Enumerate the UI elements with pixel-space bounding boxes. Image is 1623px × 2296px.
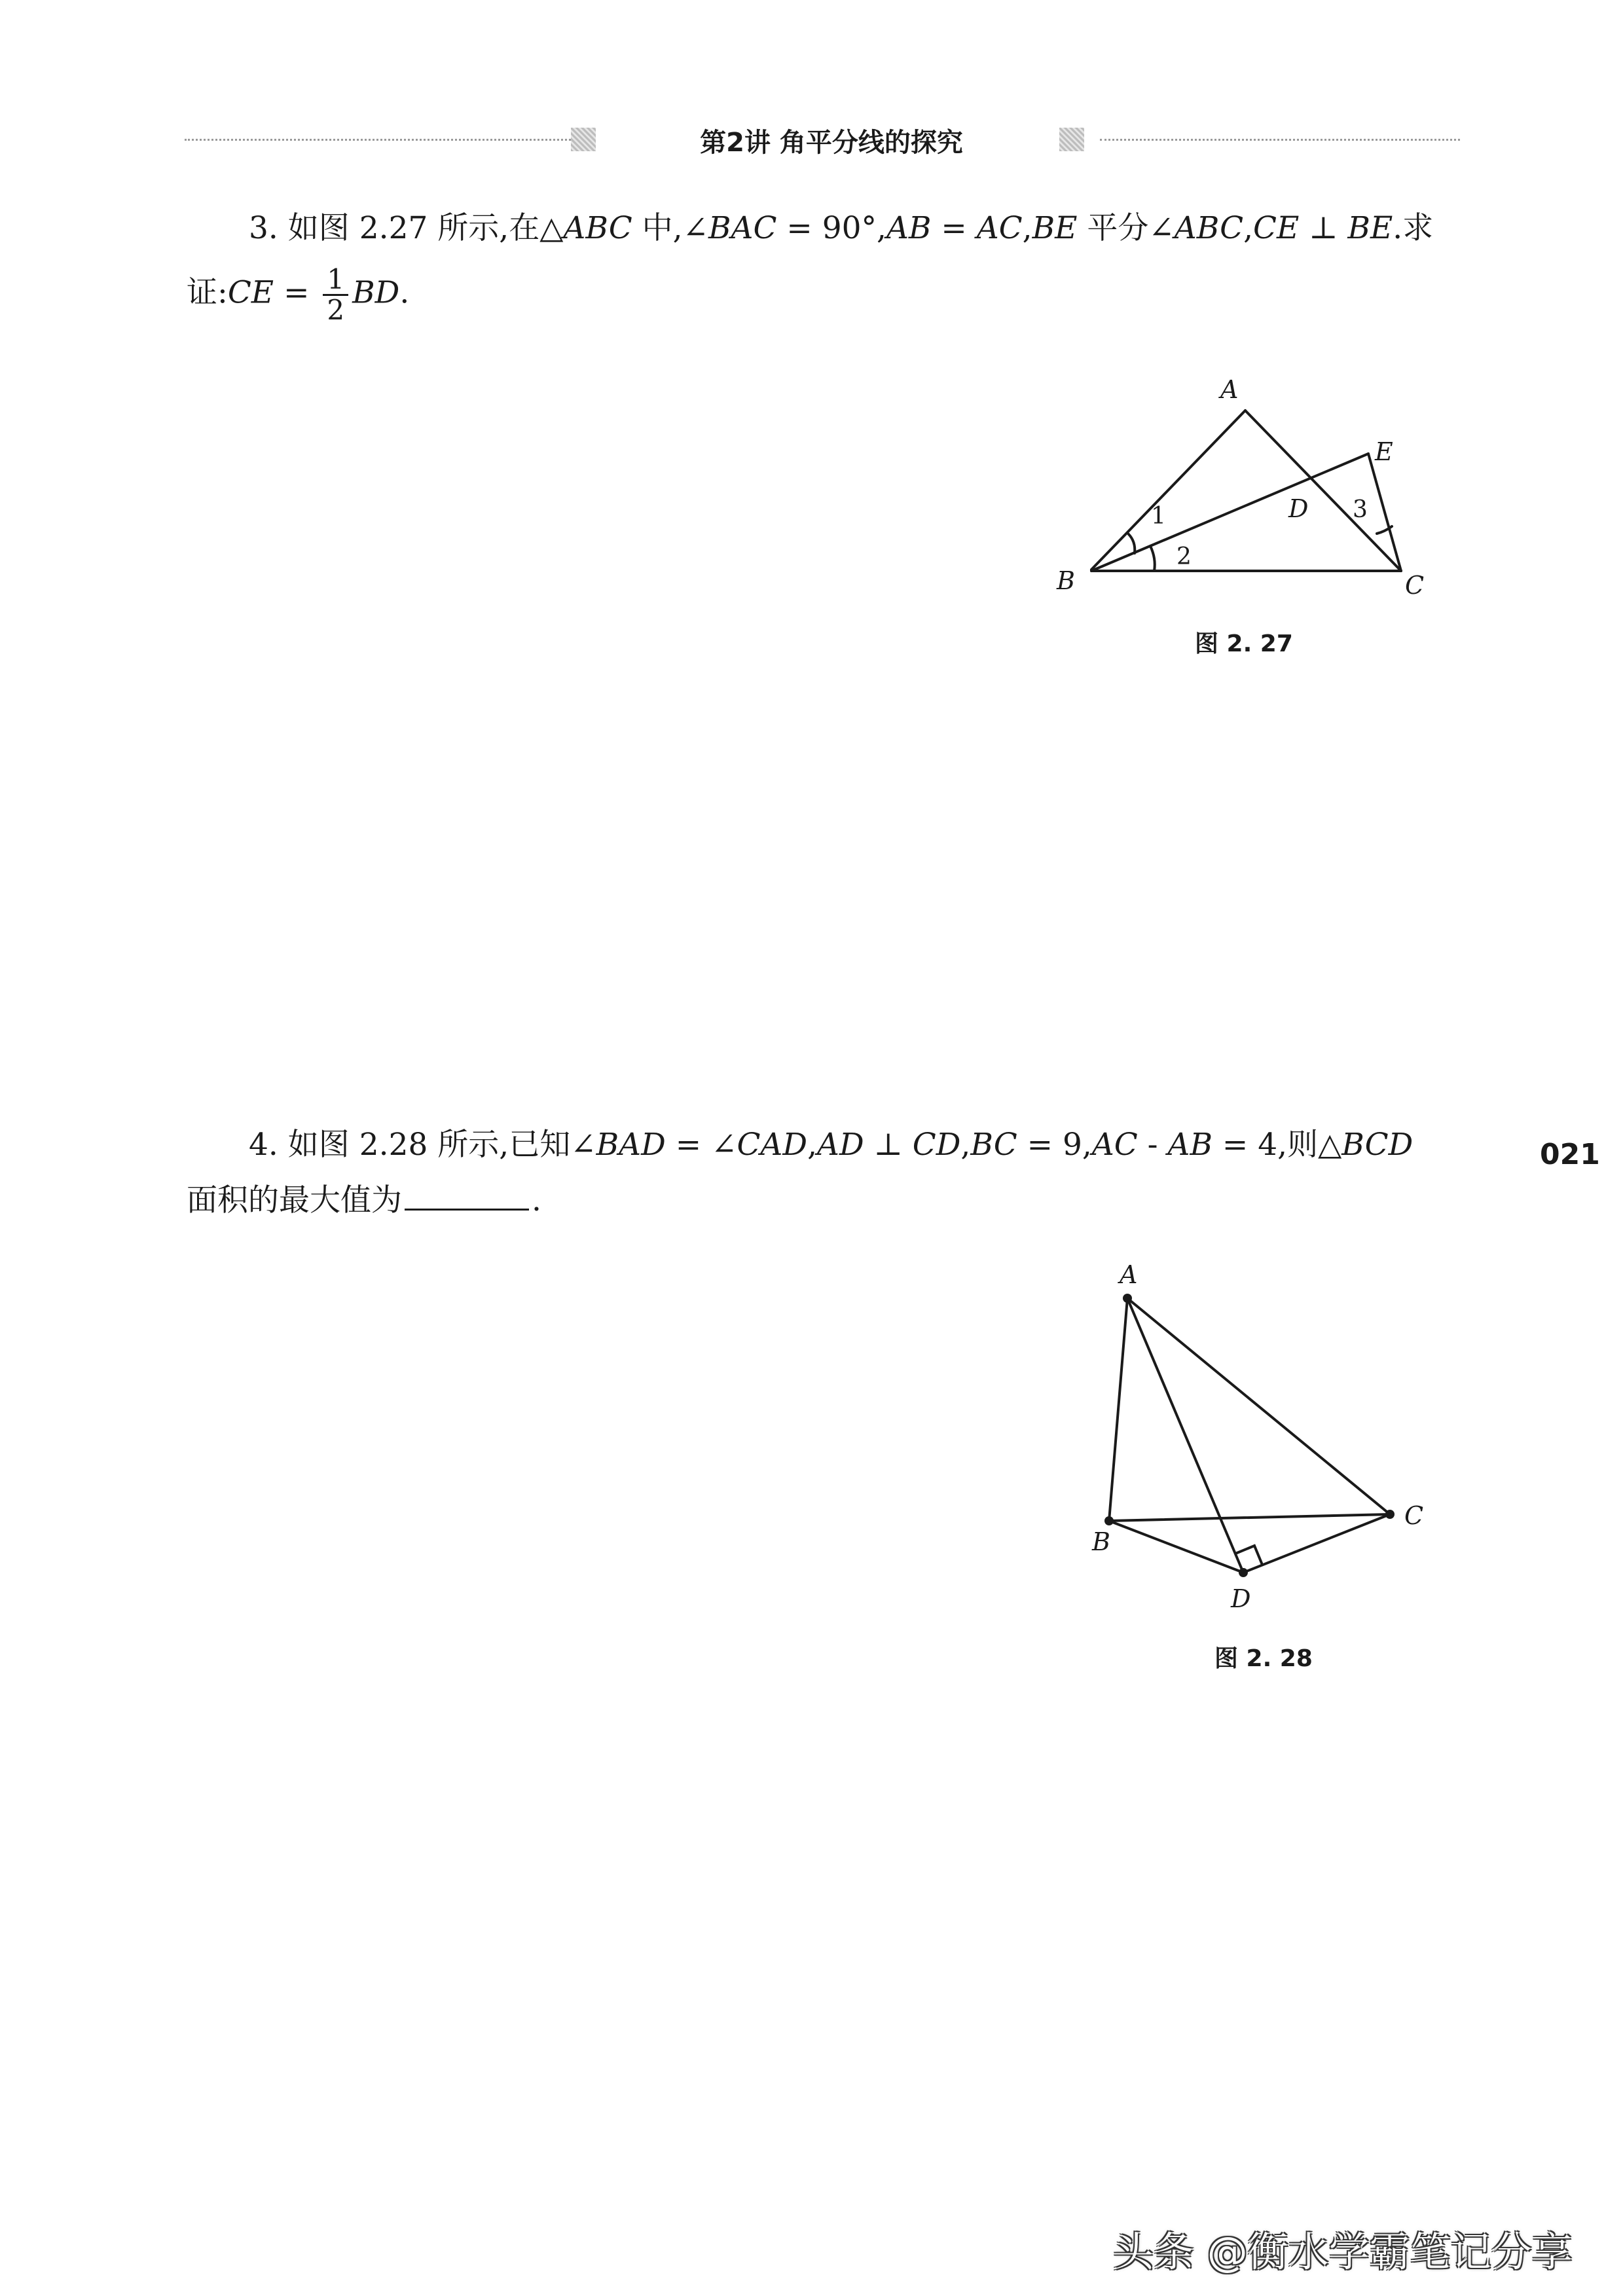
text-run: 4. 如图 2.28 所示,已知∠	[249, 1127, 596, 1163]
watermark-text: 头条 @衡水学霸笔记分享	[1113, 2228, 1573, 2276]
point-b	[1104, 1516, 1114, 1525]
label-d: D	[1231, 1584, 1251, 1613]
math-term: BE	[1032, 210, 1078, 246]
text-run: ,	[1243, 210, 1254, 246]
text-run: ⊥	[1299, 210, 1348, 246]
math-term: AB	[1167, 1127, 1213, 1163]
text-run: =	[931, 210, 977, 246]
math-term: BAD	[596, 1127, 666, 1163]
label-angle-3: 3	[1353, 496, 1368, 523]
math-term: AC	[976, 210, 1023, 246]
figure-2-28-caption: 图 2. 28	[1214, 1645, 1313, 1672]
text-run: = 9,	[1017, 1127, 1092, 1163]
label-a: A	[1120, 1260, 1138, 1289]
math-term: CE	[1253, 210, 1300, 246]
segment-ab	[1109, 1298, 1127, 1521]
problem-4-question: 面积的最大值为	[187, 1182, 402, 1218]
label-b: B	[1092, 1527, 1110, 1556]
period: .	[532, 1182, 541, 1218]
text-run: = 90°,	[776, 210, 886, 246]
label-angle-2: 2	[1176, 543, 1192, 570]
math-term: BAC	[708, 210, 777, 246]
math-term: CAD	[737, 1127, 808, 1163]
label-c: C	[1404, 1501, 1424, 1530]
segment-bc	[1109, 1514, 1390, 1521]
math-term: ABC	[1174, 210, 1244, 246]
math-term: BE	[1347, 210, 1393, 246]
point-c	[1385, 1510, 1395, 1519]
ce-term: CE	[227, 274, 274, 311]
bd-term: BD	[352, 274, 400, 311]
text-run: 3. 如图 2.27 所示,在△	[249, 210, 564, 246]
point-a	[1123, 1294, 1132, 1303]
text-run: ⊥	[864, 1127, 913, 1163]
text-run: ,	[807, 1127, 818, 1163]
math-term: AD	[817, 1127, 864, 1163]
segment-bd	[1109, 1521, 1243, 1573]
fraction-denominator: 2	[327, 294, 345, 327]
text-run: 中,∠	[632, 210, 708, 246]
period: .	[399, 274, 410, 311]
text-run: .求	[1393, 210, 1434, 246]
fraction-numerator: 1	[323, 265, 348, 296]
chapter-title: 第2讲 角平分线的探究	[700, 128, 963, 158]
label-a: A	[1220, 375, 1239, 404]
equals-sign: =	[274, 274, 319, 311]
math-term: CD	[912, 1127, 961, 1163]
text-run: 平分∠	[1077, 210, 1175, 246]
label-c: C	[1405, 571, 1425, 600]
text-run: ,	[960, 1127, 971, 1163]
math-term: ABC	[563, 210, 632, 246]
math-term: AC	[1091, 1127, 1138, 1163]
label-angle-1: 1	[1151, 503, 1166, 530]
segment-ad	[1127, 1298, 1243, 1573]
text-run: ,	[1022, 210, 1032, 246]
text-run: -	[1137, 1127, 1168, 1163]
segment-ac	[1127, 1298, 1390, 1514]
segment-cd	[1243, 1514, 1390, 1573]
label-e: E	[1375, 437, 1393, 466]
text-run: = ∠	[665, 1127, 737, 1163]
math-term: BC	[970, 1127, 1017, 1163]
text-run: = 4,则△	[1212, 1127, 1342, 1163]
label-b: B	[1057, 566, 1075, 595]
math-term: BCD	[1341, 1127, 1413, 1163]
figure-2-27-caption: 图 2. 27	[1195, 630, 1293, 657]
label-d: D	[1288, 494, 1309, 523]
prove-label: 证:	[187, 274, 228, 311]
page-number: 021	[1540, 1138, 1600, 1171]
point-d	[1239, 1568, 1248, 1577]
math-term: AB	[886, 210, 932, 246]
